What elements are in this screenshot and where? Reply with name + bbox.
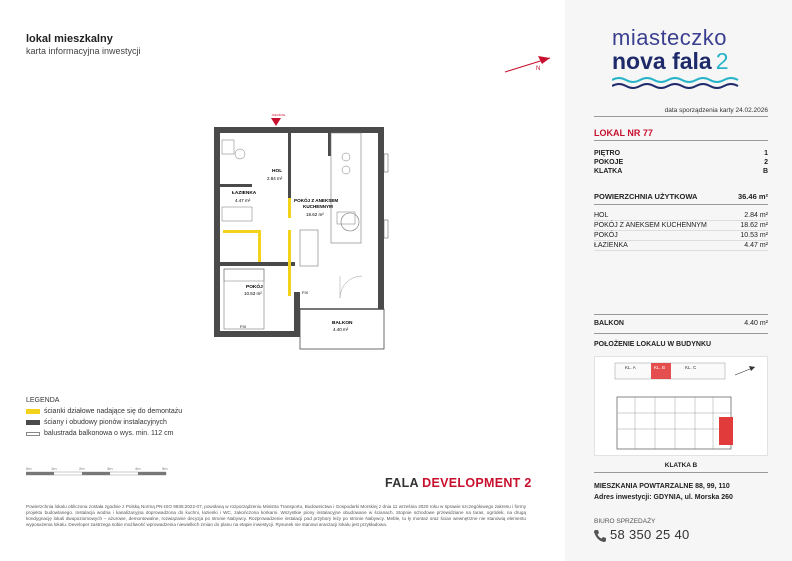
legend-swatch-gray bbox=[26, 420, 40, 425]
room-row bbox=[594, 212, 768, 221]
room-name: POKÓJ bbox=[594, 232, 618, 239]
info-label: POKOJE bbox=[594, 159, 624, 166]
brand-logo-number: 2 bbox=[715, 48, 729, 74]
unit-number: LOKAL NR 77 bbox=[594, 128, 653, 138]
phone-icon bbox=[593, 529, 607, 543]
legend-swatch-white bbox=[26, 432, 40, 436]
north-arrow-icon bbox=[500, 50, 560, 80]
info-row-rooms bbox=[594, 159, 768, 166]
scale-bar bbox=[26, 466, 176, 480]
scale-label: 2m bbox=[79, 466, 85, 471]
room-name: ŁAZIENKA bbox=[594, 242, 628, 249]
developer-logo bbox=[385, 476, 532, 490]
staircase-label: KL. C bbox=[685, 365, 697, 370]
balcony-label: BALKON bbox=[594, 320, 624, 327]
plan-label-balkon: BALKON bbox=[332, 321, 353, 326]
building-caption: KLATKA B bbox=[664, 462, 698, 469]
info-value: 1 bbox=[764, 150, 768, 157]
card-date: data sporządzenia karty 24.02.2026 bbox=[664, 107, 768, 114]
room-row bbox=[594, 242, 768, 251]
card-subtitle: karta informacyjna inwestycji bbox=[26, 46, 141, 56]
location-heading: POŁOŻENIE LOKALU W BUDYNKU bbox=[594, 341, 712, 348]
scale-label: 1m bbox=[51, 466, 57, 471]
info-value: B bbox=[762, 168, 768, 175]
room-area: 18.62 m² bbox=[740, 222, 768, 229]
plan-label-lazienka-area: 4.47 m² bbox=[235, 198, 251, 203]
info-value: 2 bbox=[764, 159, 768, 166]
developer-logo-part1: FALA bbox=[385, 476, 419, 490]
info-label: KLATKA bbox=[594, 168, 623, 175]
legend-label: ścianki działowe nadające się do demontażu bbox=[44, 408, 183, 415]
sales-phone[interactable]: 58 350 25 40 bbox=[610, 527, 690, 542]
balcony-row bbox=[594, 320, 768, 327]
plan-label-hol-area: 2.84 m² bbox=[267, 176, 283, 181]
plan-label-hol: HOL bbox=[272, 169, 283, 174]
plan-label-balkon-area: 4.40 m² bbox=[333, 327, 349, 332]
usable-area-value: 36.46 m² bbox=[737, 192, 768, 201]
staircase-label: KL. B bbox=[654, 365, 666, 370]
divider bbox=[594, 472, 768, 473]
info-row-floor bbox=[594, 150, 768, 157]
disclaimer-text: Powierzchnia lokalu obliczona została zgodnie z Polską Normą PN-ISO 9836:2022-07, powołaną w rozporządzeniu Ministra Transportu, Budownictwa i Gospodarki Morskiej z dnia 11 września 2020 roku w sprawie szczegółowego zakresu i formy projektu budowlanego. Instalacja wodna i kanalizacyjna doprowadzona do kuchni, łazienki i WC, zakończona korkami. Wszystkie piony instalacyjne obudowane w ścianach. Stopnie schodowe przewidziane na taras, ogródek, na drugą kondygnację lokali dwupoziomowych – ażurowe, demontowalne, rozwiązanie decyzja po stronie Nabywcy. Rozprowadzenie instalacji pod przybory leży po stronie Nabywcy. Meble, tu ły montaż oraz ścian wewnętrzne nie stanowią elementu wyposażenia lokalu. Developer zastrzega sobie możliwość wprowadzenia niewielkich zmian do planu na etapie inwestycji. Rysunek nie stanowi aranżacji lokalu jest przykładowa. bbox=[26, 504, 526, 527]
plan-label-pokoj-aneks-area: 18.62 m² bbox=[306, 212, 324, 217]
plan-label-pokoj: POKÓJ bbox=[246, 285, 263, 290]
developer-logo-part2: DEVELOPMENT 2 bbox=[422, 476, 532, 490]
plan-label-pokoj-aneks-2: KUCHENNYM bbox=[303, 204, 333, 209]
floor-plan bbox=[200, 112, 410, 352]
scale-label: 5m bbox=[162, 466, 168, 471]
brand-logo-name: nova fala bbox=[612, 48, 712, 74]
scale-label: 4m bbox=[135, 466, 141, 471]
room-area: 2.84 m² bbox=[744, 212, 768, 219]
room-row bbox=[594, 222, 768, 231]
legend-title: LEGENDA bbox=[26, 397, 60, 404]
info-label: PIĘTRO bbox=[594, 150, 621, 157]
investment-address-label: Adres inwestycji: bbox=[594, 494, 652, 501]
usable-area bbox=[594, 192, 768, 201]
brand-logo-line2 bbox=[612, 49, 762, 73]
investment-address-value: GDYNIA, ul. Morska 260 bbox=[653, 494, 733, 501]
plan-label-lazienka: ŁAZIENKA bbox=[232, 191, 257, 196]
building-location-map bbox=[594, 356, 768, 456]
waves-icon bbox=[612, 76, 742, 90]
legend-item bbox=[26, 408, 182, 415]
building-map-drawing bbox=[595, 357, 767, 455]
plan-label-fix-2: FIX bbox=[240, 324, 247, 329]
legend-label: balustrada balkonowa o wys. min. 112 cm bbox=[44, 430, 174, 437]
legend-item bbox=[26, 419, 167, 426]
investment-address bbox=[594, 494, 733, 501]
divider bbox=[594, 116, 768, 117]
balcony-value: 4.40 m² bbox=[744, 320, 768, 327]
plan-label-fix: FIX bbox=[302, 290, 309, 295]
sales-office-label: BIURO SPRZEDAŻY bbox=[594, 518, 656, 525]
plan-label-pokoj-aneks-1: POKÓJ Z ANEKSEM bbox=[294, 198, 339, 203]
info-row-staircase bbox=[594, 168, 768, 175]
usable-area-label: POWIERZCHNIA UŻYTKOWA bbox=[594, 192, 698, 201]
room-area: 4.47 m² bbox=[744, 242, 768, 249]
legend-swatch-yellow bbox=[26, 409, 40, 414]
brand-logo-line1: miasteczko bbox=[612, 25, 728, 50]
legend-label: ściany i obudowy pionów instalacyjnych bbox=[44, 419, 167, 426]
room-area: 10.53 m² bbox=[740, 232, 768, 239]
card-title: lokal mieszkalny bbox=[26, 33, 113, 45]
legend-item bbox=[26, 430, 173, 437]
room-name: HOL bbox=[594, 212, 609, 219]
svg-text:N: N bbox=[536, 66, 541, 72]
divider bbox=[594, 314, 768, 315]
plan-label-entry: WEJŚCIE bbox=[272, 113, 286, 117]
room-row bbox=[594, 232, 768, 241]
divider bbox=[594, 333, 768, 334]
plan-label-pokoj-area: 10.53 m² bbox=[244, 291, 262, 296]
investment-name: MIESZKANIA POWTARZALNE 88, 99, 110 bbox=[594, 483, 730, 490]
divider bbox=[594, 204, 768, 205]
scale-label: 3m bbox=[107, 466, 113, 471]
scale-label: 0m bbox=[26, 466, 32, 471]
room-name: POKÓJ Z ANEKSEM KUCHENNYM bbox=[594, 222, 707, 229]
staircase-label: KL. A bbox=[625, 365, 636, 370]
brand-logo bbox=[612, 27, 762, 73]
divider bbox=[594, 140, 768, 141]
